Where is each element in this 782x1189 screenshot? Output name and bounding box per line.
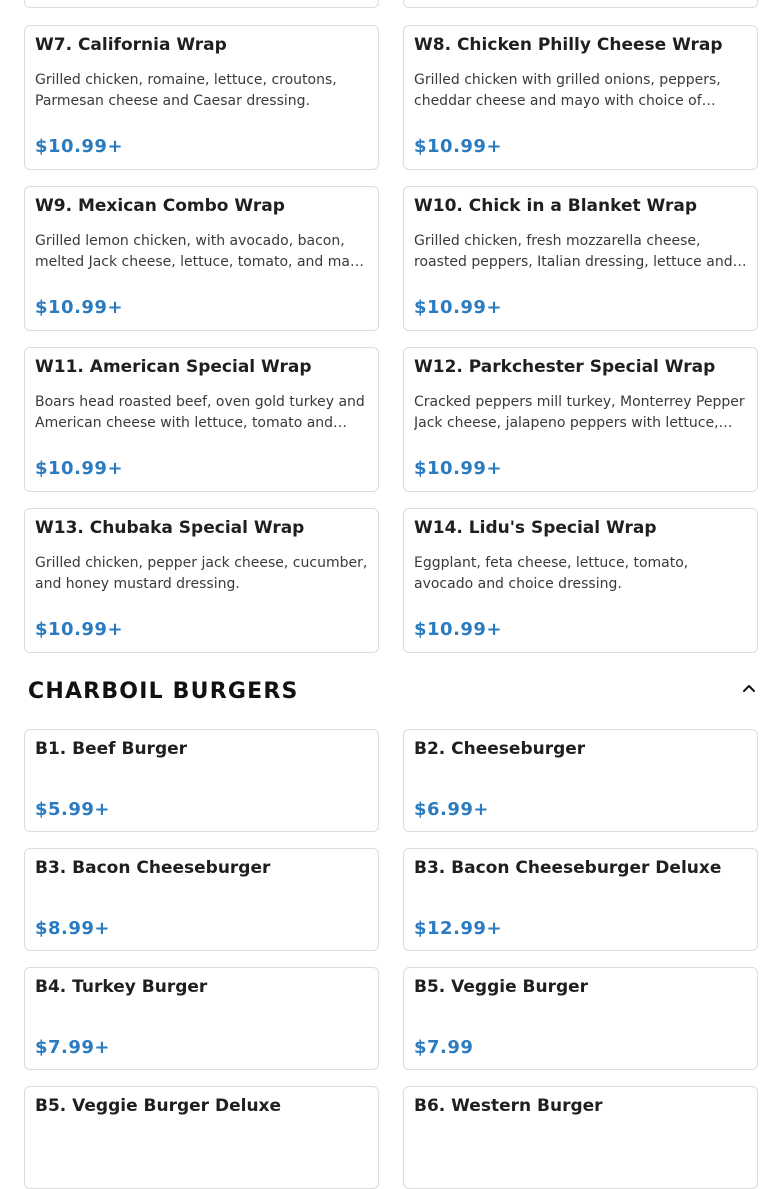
chevron-up-icon bbox=[738, 677, 760, 699]
item-description: Grilled chicken with grilled onions, peppers, cheddar cheese and mayo with choice of… bbox=[414, 72, 721, 109]
item-price: $12.99+ bbox=[414, 918, 503, 939]
menu-item-card[interactable] bbox=[403, 508, 758, 653]
item-description: Cracked peppers mill turkey, Monterrey Pepper Jack cheese, jalapeno peppers with lettuce,… bbox=[414, 394, 745, 431]
menu-item-card[interactable] bbox=[24, 508, 379, 653]
item-name: B3. Bacon Cheeseburger Deluxe bbox=[414, 858, 722, 878]
item-price: $6.99+ bbox=[414, 799, 490, 820]
item-description: Grilled chicken, fresh mozzarella cheese, roasted peppers, Italian dressing, lettuce and… bbox=[414, 233, 747, 270]
item-price: $5.99+ bbox=[35, 799, 111, 820]
item-price: $8.99+ bbox=[35, 918, 111, 939]
menu-item-card[interactable] bbox=[24, 848, 379, 951]
item-price: $10.99+ bbox=[35, 136, 124, 157]
item-name: W7. California Wrap bbox=[35, 35, 227, 55]
menu-item-card[interactable] bbox=[24, 967, 379, 1070]
item-name: W12. Parkchester Special Wrap bbox=[414, 357, 716, 377]
item-description: Eggplant, feta cheese, lettuce, tomato, avocado and choice dressing. bbox=[414, 555, 689, 592]
item-name: B4. Turkey Burger bbox=[35, 977, 208, 997]
menu-item-card[interactable] bbox=[403, 848, 758, 951]
item-description: Boars head roasted beef, oven gold turkey and American cheese with lettuce, tomato and… bbox=[35, 394, 365, 431]
menu-item-card[interactable] bbox=[403, 1086, 758, 1189]
item-name: B3. Bacon Cheeseburger bbox=[35, 858, 271, 878]
item-description: Grilled chicken, pepper jack cheese, cucumber, and honey mustard dressing. bbox=[35, 555, 368, 592]
item-name: W9. Mexican Combo Wrap bbox=[35, 196, 285, 216]
item-name: W13. Chubaka Special Wrap bbox=[35, 518, 305, 538]
item-name: B5. Veggie Burger bbox=[414, 977, 589, 997]
menu-item-card[interactable] bbox=[403, 347, 758, 492]
item-price: $10.99+ bbox=[35, 297, 124, 318]
item-name: W8. Chicken Philly Cheese Wrap bbox=[414, 35, 723, 55]
menu-item-card-partial[interactable] bbox=[403, 0, 758, 8]
menu-item-card[interactable] bbox=[24, 186, 379, 331]
menu-item-card[interactable] bbox=[24, 25, 379, 170]
menu-item-card-partial[interactable] bbox=[24, 0, 379, 8]
item-price: $10.99+ bbox=[414, 619, 503, 640]
section-collapse-button[interactable] bbox=[738, 677, 760, 699]
menu-item-card[interactable] bbox=[24, 729, 379, 832]
item-price: $10.99+ bbox=[414, 136, 503, 157]
item-description: Grilled lemon chicken, with avocado, bacon, melted Jack cheese, lettuce, tomato, and ma… bbox=[35, 233, 364, 270]
item-name: B2. Cheeseburger bbox=[414, 739, 586, 759]
menu-item-card[interactable] bbox=[24, 1086, 379, 1189]
item-description: Grilled chicken, romaine, lettuce, croutons, Parmesan cheese and Caesar dressing. bbox=[35, 72, 337, 109]
item-name: B6. Western Burger bbox=[414, 1096, 603, 1116]
section-title-burgers: CHARBOIL BURGERS bbox=[28, 679, 299, 704]
menu-item-card[interactable] bbox=[403, 729, 758, 832]
item-price: $7.99+ bbox=[35, 1037, 111, 1058]
item-name: W11. American Special Wrap bbox=[35, 357, 312, 377]
menu-item-card[interactable] bbox=[24, 347, 379, 492]
item-price: $7.99 bbox=[414, 1037, 474, 1058]
menu-item-card[interactable] bbox=[403, 186, 758, 331]
item-name: B1. Beef Burger bbox=[35, 739, 188, 759]
item-price: $10.99+ bbox=[35, 458, 124, 479]
menu-item-card[interactable] bbox=[403, 967, 758, 1070]
item-name: W14. Lidu's Special Wrap bbox=[414, 518, 657, 538]
item-price: $10.99+ bbox=[414, 297, 503, 318]
menu-item-card[interactable] bbox=[403, 25, 758, 170]
item-price: $10.99+ bbox=[35, 619, 124, 640]
item-name: B5. Veggie Burger Deluxe bbox=[35, 1096, 282, 1116]
item-name: W10. Chick in a Blanket Wrap bbox=[414, 196, 697, 216]
item-price: $10.99+ bbox=[414, 458, 503, 479]
